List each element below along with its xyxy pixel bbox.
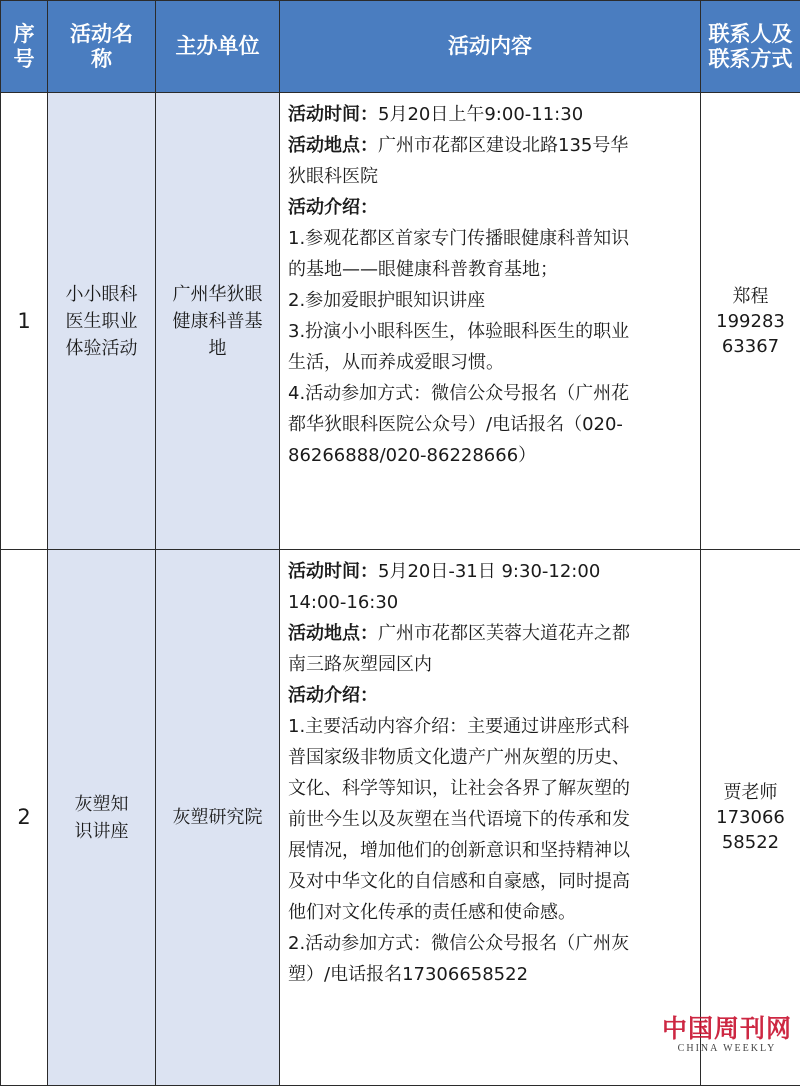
header-contact: 联系人及联系方式 [701,1,800,93]
intro-line: 生活，从而养成爱眼习惯。 [288,347,692,378]
header-content: 活动内容 [280,1,701,93]
contact-phone: 199283 [701,309,800,334]
intro-line: 的基地——眼健康科普教育基地； [288,254,692,285]
contact-phone: 63367 [701,334,800,359]
activity-name: 灰塑知识讲座 [48,550,156,1086]
time-line: 活动时间：5月20日上午9:00-11:30 [288,99,692,130]
contact-phone: 173066 [701,805,800,830]
row-index: 1 [1,93,48,550]
activity-content: 活动时间：5月20日上午9:00-11:30 活动地点：广州市花都区建设北路135号华 狄眼科医院 活动介绍： 1.参观花都区首家专门传播眼健康科普知识 的基地——眼健康科普教育基地； 2.参加爱眼护眼知识讲座 3.扮演小小眼科医生，体验眼科医生的职业 生活，从而养成爱眼习惯。 4.活动参加方式：微信公众号报名（广州花 都华狄眼科医院公众号）/电话报名（020- 86266888/020-86228666） [280,93,701,550]
table-header-row [1,1,800,93]
table-row [1,550,800,1086]
watermark-cn: 中国周刊网 [662,1015,792,1043]
header-organizer: 主办单位 [156,1,280,93]
watermark-en: CHINA WEEKLY [662,1043,792,1055]
intro-line: 1.主要活动内容介绍：主要通过讲座形式科 [288,711,692,742]
header-index: 序号 [1,1,48,93]
intro-line: 他们对文化传承的责任感和使命感。 [288,897,692,928]
contact [701,550,800,1086]
intro-line: 2.参加爱眼护眼知识讲座 [288,285,692,316]
intro-line: 及对中华文化的自信感和自豪感，同时提高 [288,866,692,897]
intro-line: 前世今生以及灰塑在当代语境下的传承和发 [288,804,692,835]
intro-line: 86266888/020-86228666） [288,440,692,471]
activity-content: 活动时间：5月20日-31日 9:30-12:00 14:00-16:30 活动地点：广州市花都区芙蓉大道花卉之都 南三路灰塑园区内 活动介绍： 1.主要活动内容介绍：主要通过讲座形式科 普国家级非物质文化遗产广州灰塑的历史、 文化、科学等知识，让社会各界了解灰塑的 前世今生以及灰塑在当代语境下的传承和发 展情况，增加他们的创新意识和坚持精神以 及对中华文化的自信感和自豪感，同时提高 他们对文化传承的责任感和使命感。 2.活动参加方式：微信公众号报名（广州灰 塑）/电话报名17306658522 [280,550,701,1086]
time-line: 活动时间：5月20日-31日 9:30-12:00 [288,556,692,587]
organizer: 灰塑研究院 [156,550,280,1086]
contact-name: 郑程 [701,284,800,309]
contact [701,93,800,550]
table-row [1,93,800,550]
place-line: 活动地点：广州市花都区芙蓉大道花卉之都 [288,618,692,649]
intro-label: 活动介绍： [288,192,692,223]
header-name: 活动名称 [48,1,156,93]
intro-line: 塑）/电话报名17306658522 [288,959,692,990]
intro-line: 展情况，增加他们的创新意识和坚持精神以 [288,835,692,866]
intro-line: 4.活动参加方式：微信公众号报名（广州花 [288,378,692,409]
intro-line: 1.参观花都区首家专门传播眼健康科普知识 [288,223,692,254]
place-line: 活动地点：广州市花都区建设北路135号华 [288,130,692,161]
intro-line: 3.扮演小小眼科医生，体验眼科医生的职业 [288,316,692,347]
contact-phone: 58522 [701,830,800,855]
activity-name: 小小眼科医生职业体验活动 [48,93,156,550]
intro-line: 文化、科学等知识，让社会各界了解灰塑的 [288,773,692,804]
organizer: 广州华狄眼健康科普基地 [156,93,280,550]
row-index: 2 [1,550,48,1086]
intro-line: 都华狄眼科医院公众号）/电话报名（020- [288,409,692,440]
intro-line: 2.活动参加方式：微信公众号报名（广州灰 [288,928,692,959]
intro-line: 普国家级非物质文化遗产广州灰塑的历史、 [288,742,692,773]
contact-name: 贾老师 [701,780,800,805]
intro-label: 活动介绍： [288,680,692,711]
